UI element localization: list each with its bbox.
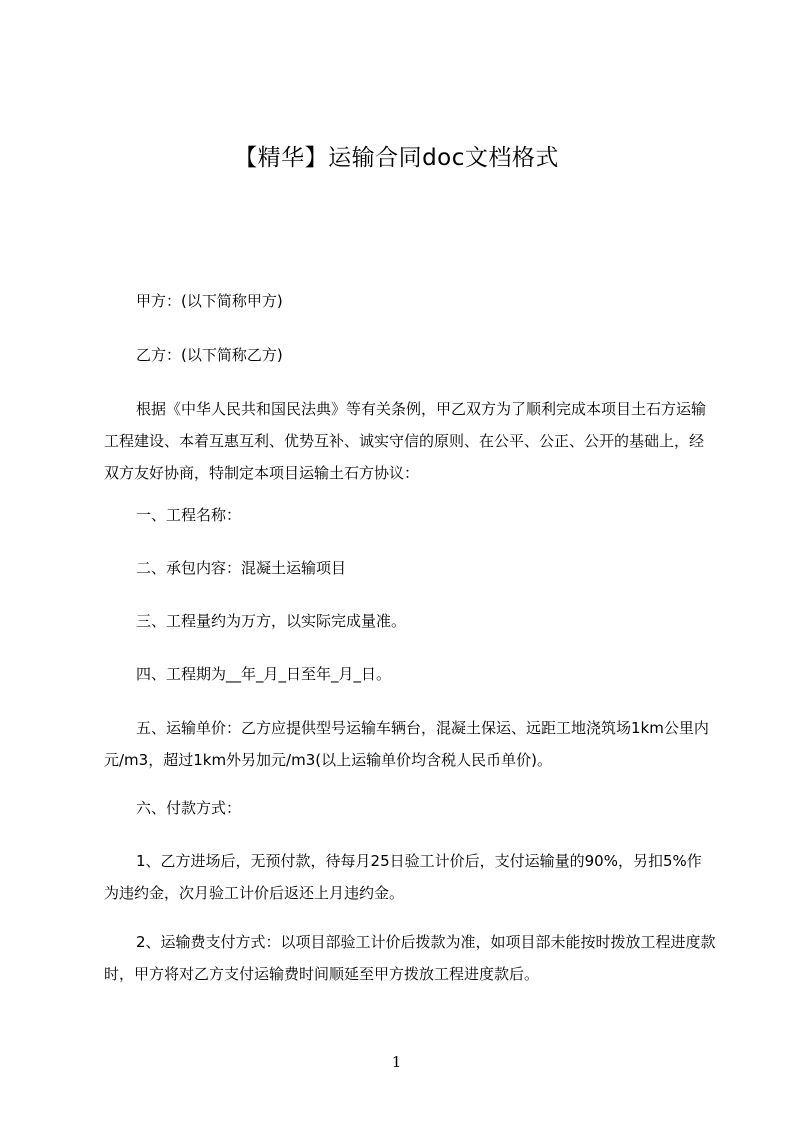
clause-payment-method: 六、付款方式： xyxy=(136,799,242,817)
clause-period: 四、工程期为__年_月_日至年_月_日。 xyxy=(136,665,392,683)
preamble-paragraph: 根据《中华人民共和国民法典》等有关条例，甲乙双方为了顺利完成本项目土石方运输工程建设、本着互惠互利、优势互补、诚实守信的原则、在公平、公正、公开的基础上，经双方友好协商，特制定本项目运输土石方协议： xyxy=(104,400,707,482)
clause-quantity: 三、工程量约为万方，以实际完成量准。 xyxy=(136,612,407,630)
payment-item-2: 2、运输费支付方式：以项目部验工计价后拨款为准，如项目部未能按时拨放工程进度款时，甲方将对乙方支付运输费时间顺延至甲方拨放工程进度款后。 xyxy=(104,933,716,983)
clause-unit-price: 五、运输单价：乙方应提供型号运输车辆台，混凝土保运、远距工地浇筑场1km公里内元/m3，超过1km外另加元/m3(以上运输单价均含税人民币单价)。 xyxy=(104,719,709,769)
payment-item-1: 1、乙方进场后，无预付款，待每月25日验工计价后，支付运输量的90%，另扣5%作为违约金，次月验工计价后返还上月违约金。 xyxy=(104,852,702,902)
party-a-line: 甲方：(以下简称甲方) xyxy=(136,292,283,310)
clause-project-name: 一、工程名称： xyxy=(136,506,242,524)
page-number: 1 xyxy=(391,1053,402,1071)
document-title: 【精华】运输合同doc文档格式 xyxy=(234,145,559,171)
clause-contract-content: 二、承包内容：混凝土运输项目 xyxy=(136,559,347,577)
party-b-line: 乙方：(以下简称乙方) xyxy=(136,346,283,364)
